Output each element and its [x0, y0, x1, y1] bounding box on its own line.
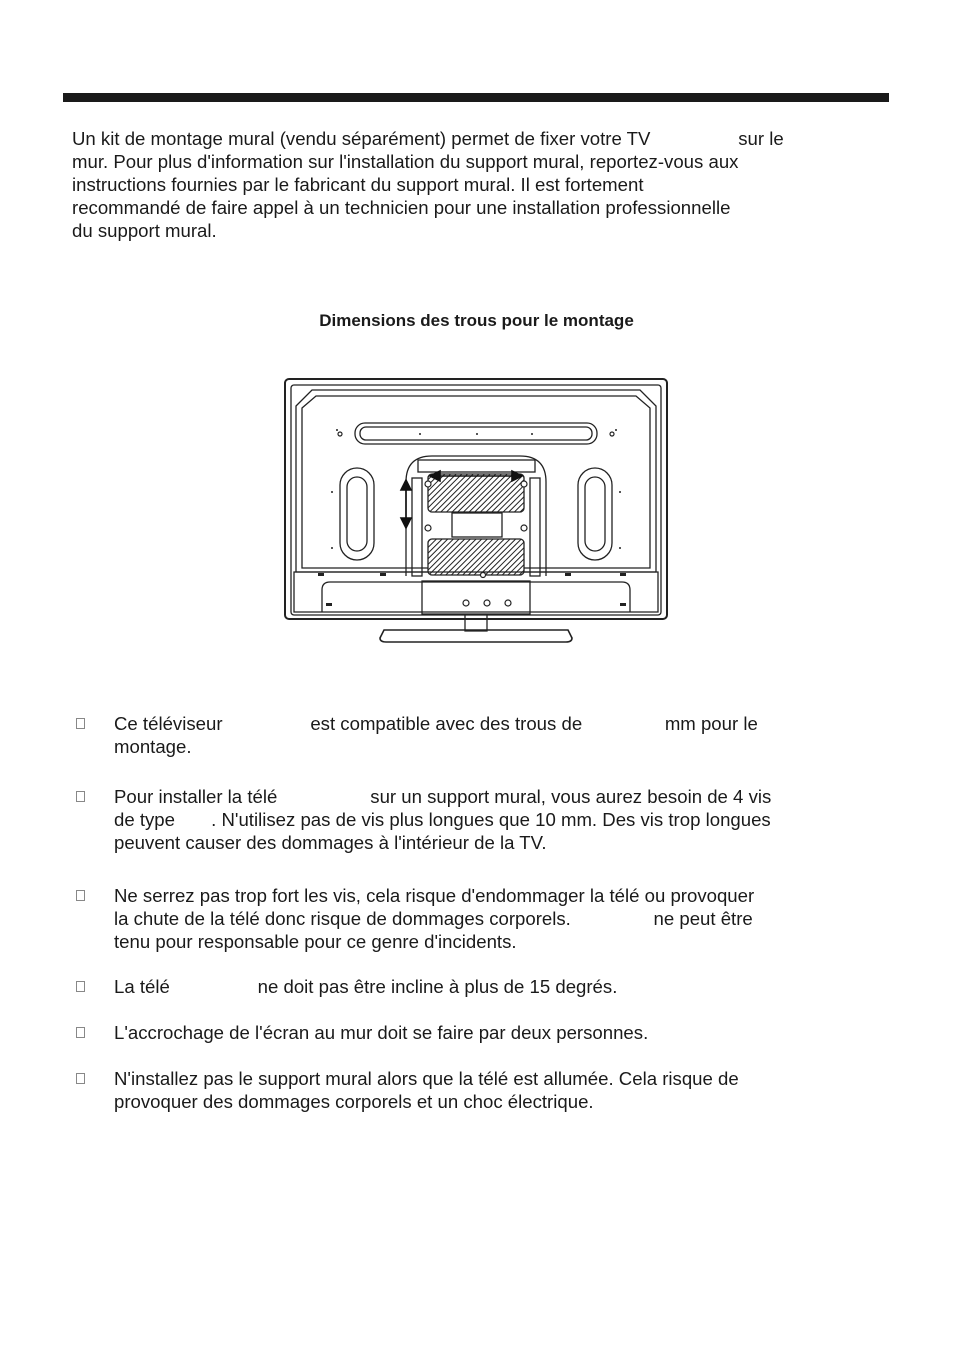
- bullet-line: N'installez pas le support mural alors que la télé est allumée. Cela risque de: [114, 1068, 739, 1089]
- intro-line: du support mural.: [72, 220, 217, 241]
- bullet-line: tenu pour responsable pour ce genre d'incidents.: [114, 931, 517, 952]
- bullet-box-icon: [76, 718, 85, 729]
- bullet-text: [114, 785, 904, 854]
- bullet-box-icon: [76, 791, 85, 802]
- bullet-text: [114, 975, 904, 998]
- intro-line: mur. Pour plus d'information sur l'installation du support mural, reportez-vous aux: [72, 151, 739, 172]
- screw-hole: [425, 481, 431, 487]
- left-handle-slot: [340, 468, 374, 560]
- bottom-base: [294, 572, 658, 612]
- bullet-box-icon: [76, 890, 85, 901]
- intro-line: Un kit de montage mural (vendu séparément) permet de fixer votre TV sur le: [72, 128, 784, 149]
- bullet-line: peuvent causer des dommages à l'intérieur de la TV.: [114, 832, 547, 853]
- bullet-line: Pour installer la télé sur un support mural, vous aurez besoin de 4 vis: [114, 786, 772, 807]
- bullet-text: [114, 884, 904, 953]
- bullet-box-icon: [76, 1073, 85, 1084]
- tv-rear-diagram: [282, 376, 672, 646]
- screw-hole: [521, 525, 527, 531]
- screw-hole: [521, 481, 527, 487]
- screw-hole: [425, 525, 431, 531]
- figure-title: Dimensions des trous pour le montage: [319, 311, 634, 330]
- intro-paragraph: [72, 127, 882, 242]
- upper-vesa-plate: [428, 474, 524, 512]
- bullet-line: Ne serrez pas trop fort les vis, cela risque d'endommager la télé ou provoquer: [114, 885, 755, 906]
- intro-line: recommandé de faire appel à un technicien pour une installation professionnelle: [72, 197, 731, 218]
- bullet-line: la chute de la télé donc risque de dommages corporels. ne peut être: [114, 908, 753, 929]
- bullet-text: [114, 1067, 904, 1113]
- bullet-text: [114, 712, 904, 758]
- bullet-line: provoquer des dommages corporels et un choc électrique.: [114, 1091, 594, 1112]
- right-handle-slot: [578, 468, 612, 560]
- header-rule: [63, 93, 889, 102]
- bullet-box-icon: [76, 981, 85, 992]
- top-vent-slot: [355, 423, 597, 444]
- bullet-line: montage.: [114, 736, 192, 757]
- stand-foot: [380, 630, 572, 642]
- bullet-line: Ce téléviseur est compatible avec des trous de mm pour le: [114, 713, 758, 734]
- intro-line: instructions fournies par le fabricant du support mural. Il est fortement: [72, 174, 644, 195]
- lower-vesa-plate: [428, 539, 524, 575]
- stand-neck-plate: [422, 581, 530, 614]
- bullet-box-icon: [76, 1027, 85, 1038]
- bullet-text: [114, 1021, 904, 1044]
- bullet-line: La télé ne doit pas être incline à plus de 15 degrés.: [114, 976, 618, 997]
- bullet-line: de type . N'utilisez pas de vis plus longues que 10 mm. Des vis trop longues: [114, 809, 771, 830]
- bullet-line: L'accrochage de l'écran au mur doit se faire par deux personnes.: [114, 1022, 649, 1043]
